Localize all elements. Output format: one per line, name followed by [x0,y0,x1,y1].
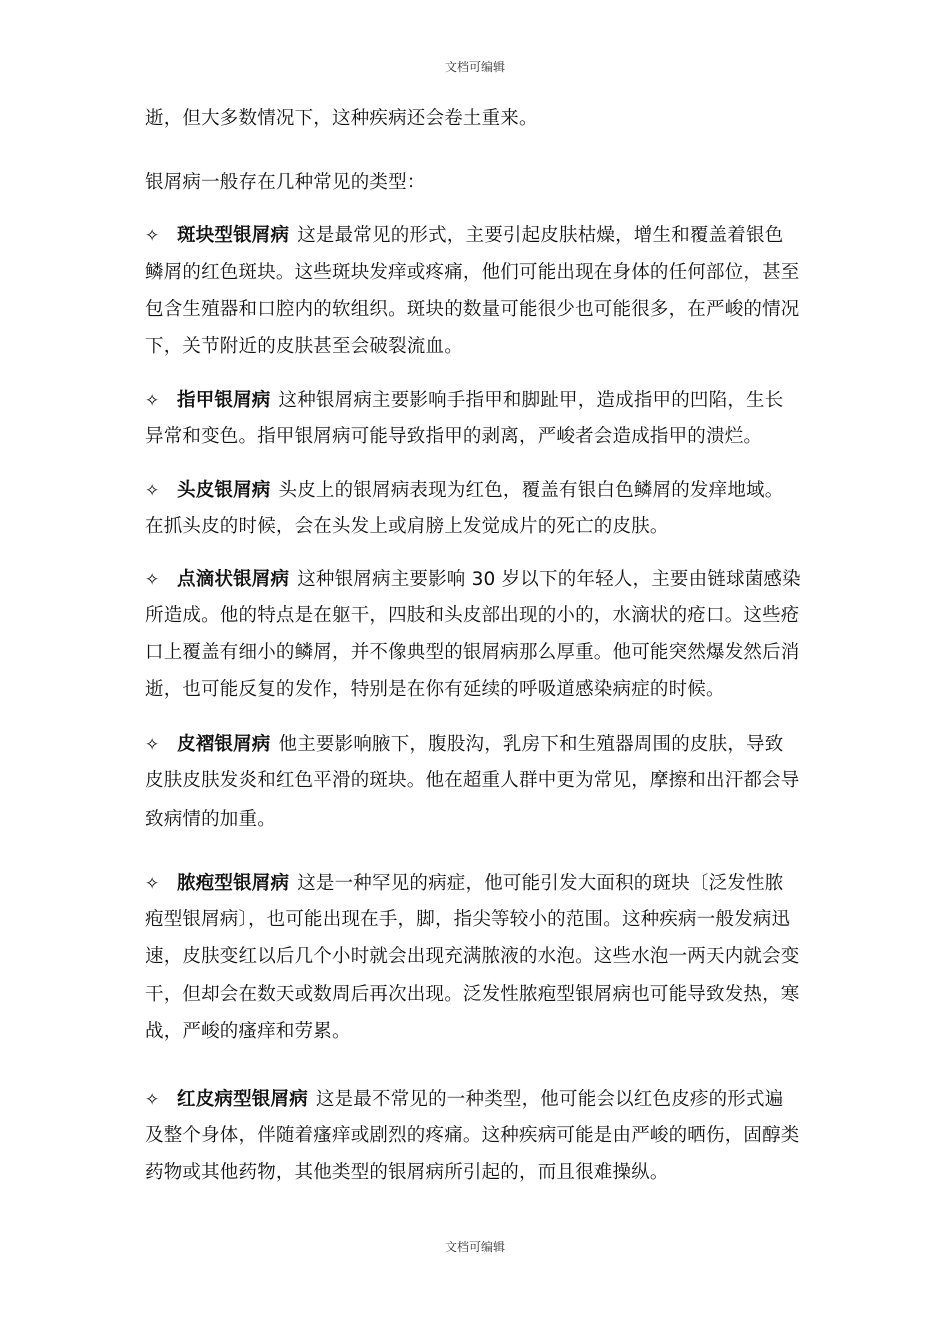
line-text: 战，严峻的瘙痒和劳累。 [145,1021,351,1042]
bullet-line [145,875,783,894]
bullet-star-icon: ✧ [145,391,160,411]
text-line [145,607,800,626]
line-text: 皮肤皮肤发炎和红色平滑的斑块。他在超重人群中更为常见，摩擦和出汗都会导 [145,770,800,791]
line-text: 逝，但大多数情况下，这种疾病还会卷土重来。 [145,108,538,129]
bullet-star-icon: ✧ [145,874,160,894]
line-text: 鳞屑的红色斑块。这些斑块发痒或疼痛，他们可能出现在身体的任何部位，甚至 [145,262,800,283]
line-text: 他主要影响腋下，腹股沟，乳房下和生殖器周围的皮肤，导致 [278,734,784,755]
bullet-star-icon: ✧ [145,226,160,246]
line-text: 药物或其他药物，其他类型的银屑病所引起的，而且很难操纵。 [145,1162,669,1183]
text-line [145,110,538,129]
type-term: 点滴状银屑病 [177,569,290,590]
text-line [145,338,463,357]
bullet-line [145,482,783,501]
text-line [145,264,800,283]
text-line [145,1164,669,1183]
text-line [145,644,800,663]
text-line [145,811,276,830]
type-term: 头皮银屑病 [177,480,271,501]
line-text: 下，关节附近的皮肤甚至会破裂流血。 [145,336,463,357]
type-term: 皮褶银屑病 [177,734,271,755]
page-footer: 文档可编辑 [444,1240,505,1254]
bullet-line [145,227,783,246]
bullet-line [145,1091,783,1110]
line-text: 包含生殖器和口腔内的软组织。斑块的数量可能很少也可能很多，在严峻的情况 [145,299,800,320]
line-text: 这种银屑病主要影响 30 岁以下的年轻人，主要由链球菌感染 [297,569,801,590]
text-line [145,681,725,700]
line-text: 这种银屑病主要影响手指甲和脚趾甲，造成指甲的凹陷，生长 [278,390,784,411]
text-line [145,518,669,537]
type-term: 斑块型银屑病 [177,225,290,246]
line-text: 头皮上的银屑病表现为红色，覆盖有银白色鳞屑的发痒地域。 [278,480,784,501]
line-text: 致病情的加重。 [145,809,276,830]
line-text: 在抓头皮的时候，会在头发上或肩膀上发觉成片的死亡的皮肤。 [145,516,669,537]
bullet-line [145,736,783,755]
line-text: 所造成。他的特点是在躯干，四肢和头皮部出现的小的，水滴状的疮口。这些疮 [145,605,800,626]
bullet-line [145,571,801,590]
text-line [145,428,762,447]
type-term: 指甲银屑病 [177,390,271,411]
line-text: 这是一种罕见的病症，他可能引发大面积的斑块〔泛发性脓 [297,873,784,894]
text-line [145,772,800,791]
text-line [145,948,800,967]
type-term: 脓疱型银屑病 [177,873,290,894]
line-text: 银屑病一般存在几种常见的类型： [145,172,426,193]
line-text: 这是最不常见的一种类型，他可能会以红色皮疹的形式遍 [315,1089,784,1110]
bullet-star-icon: ✧ [145,481,160,501]
bullet-star-icon: ✧ [145,570,160,590]
page-header: 文档可编辑 [444,60,505,74]
line-text: 口上覆盖有细小的鳞屑，并不像典型的银屑病那么厚重。他可能突然爆发然后消 [145,642,800,663]
text-line [145,301,800,320]
text-line [145,174,426,193]
bullet-star-icon: ✧ [145,735,160,755]
line-text: 及整个身体，伴随着瘙痒或剧烈的疼痛。这种疾病可能是由严峻的晒伤，固醇类 [145,1125,800,1146]
line-text: 干，但却会在数天或数周后再次出现。泛发性脓疱型银屑病也可能导致发热，寒 [145,984,800,1005]
line-text: 异常和变色。指甲银屑病可能导致指甲的剥离，严峻者会造成指甲的溃烂。 [145,426,763,447]
line-text: 疱型银屑病〕，也可能出现在手，脚，指尖等较小的范围。这种疾病一般发病迅 [145,909,791,930]
text-line [145,1127,800,1146]
bullet-line [145,392,783,411]
line-text: 这是最常见的形式，主要引起皮肤枯燥，增生和覆盖着银色 [297,225,784,246]
type-term: 红皮病型银屑病 [177,1089,308,1110]
text-line [145,1023,351,1042]
line-text: 逝，也可能反复的发作，特别是在你有延续的呼吸道感染病症的时候。 [145,679,725,700]
text-line [145,911,790,930]
bullet-star-icon: ✧ [145,1090,160,1110]
line-text: 速，皮肤变红以后几个小时就会出现充满脓液的水泡。这些水泡一两天内就会变 [145,946,800,967]
text-line [145,986,800,1005]
